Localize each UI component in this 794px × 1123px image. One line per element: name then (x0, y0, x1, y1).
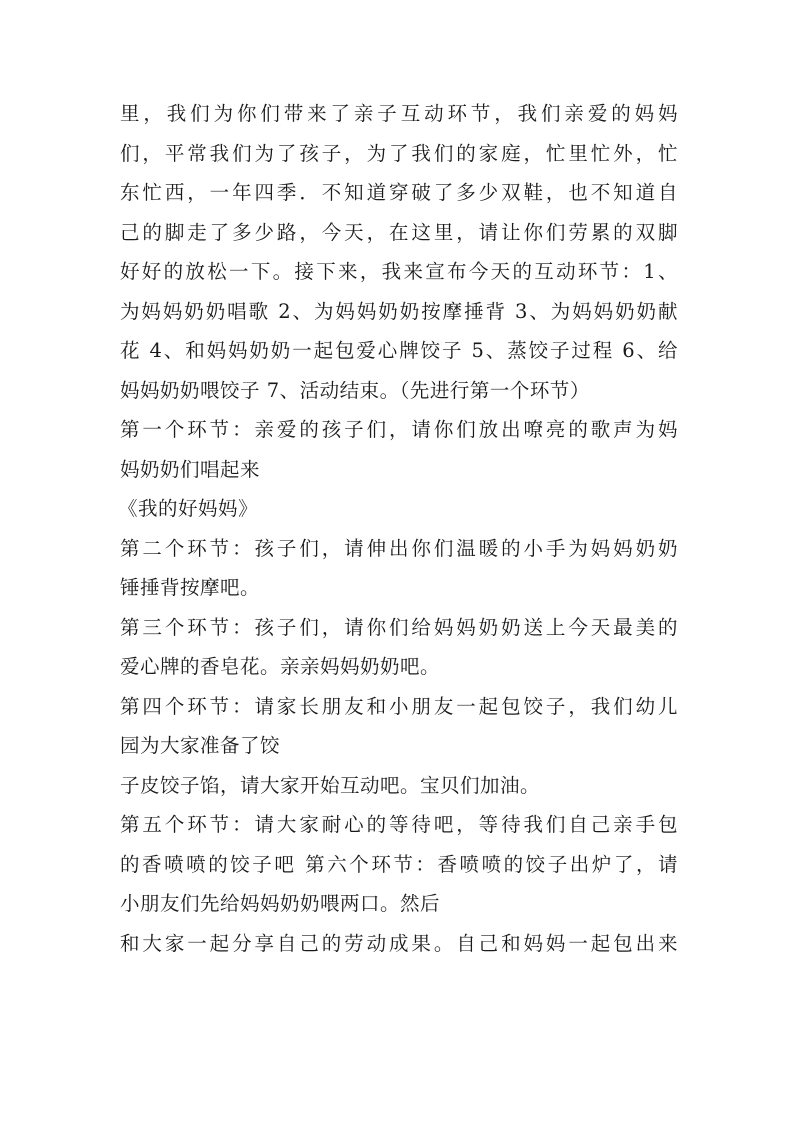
text-line-12: 第二个环节：孩子们，请伸出你们温暖的小手为妈妈奶奶 (120, 536, 678, 560)
text-line-16: 第四个环节：请家长朋友和小朋友一起包饺子，我们幼儿 (120, 694, 678, 718)
text-line-20: 的香喷喷的饺子吧 第六个环节：香喷喷的饺子出炉了，请 (120, 852, 678, 876)
text-line-4: 己的脚走了多少路，今天，在这里，请让你们劳累的双脚 (120, 220, 678, 244)
text-line-19: 第五个环节：请大家耐心的等待吧，等待我们自己亲手包 (120, 813, 678, 836)
document-body (120, 94, 678, 963)
text-line-10: 妈奶奶们唱起来 (120, 457, 261, 481)
text-line-2: 们，平常我们为了孩子，为了我们的家庭，忙里忙外，忙 (120, 141, 678, 165)
text-line-8: 妈妈奶奶喂饺子 7、活动结束。（先进行第一个环节） (120, 378, 590, 402)
text-line-5: 好好的放松一下。接下来，我来宣布今天的互动环节：1、 (120, 260, 678, 283)
text-line-13: 锤捶背按摩吧。 (120, 576, 261, 599)
text-line-11: 《我的好妈妈》 (118, 497, 259, 520)
text-line-22: 和大家一起分享自己的劳动成果。自己和妈妈一起包出来 (120, 931, 678, 955)
text-line-7: 花 4、和妈妈奶奶一起包爱心牌饺子 5、蒸饺子过程 6、给 (120, 339, 678, 362)
text-line-17: 园为大家准备了饺 (120, 734, 281, 757)
text-line-3: 东忙西，一年四季．不知道穿破了多少双鞋，也不知道自 (120, 181, 678, 204)
text-line-6: 为妈妈奶奶唱歌 2、为妈妈奶奶按摩捶背 3、为妈妈奶奶献 (120, 299, 678, 323)
text-line-9: 第一个环节：亲爱的孩子们，请你们放出嘹亮的歌声为妈 (120, 418, 678, 441)
text-line-15: 爱心牌的香皂花。亲亲妈妈奶奶吧。 (120, 655, 441, 678)
text-line-14: 第三个环节：孩子们，请你们给妈妈奶奶送上今天最美的 (120, 615, 678, 639)
text-line-1: 里，我们为你们带来了亲子互动环节，我们亲爱的妈妈 (120, 102, 678, 125)
text-line-18: 子皮饺子馅，请大家开始互动吧。宝贝们加油。 (120, 773, 541, 797)
text-line-21: 小朋友们先给妈妈奶奶喂两口。然后 (120, 892, 441, 915)
